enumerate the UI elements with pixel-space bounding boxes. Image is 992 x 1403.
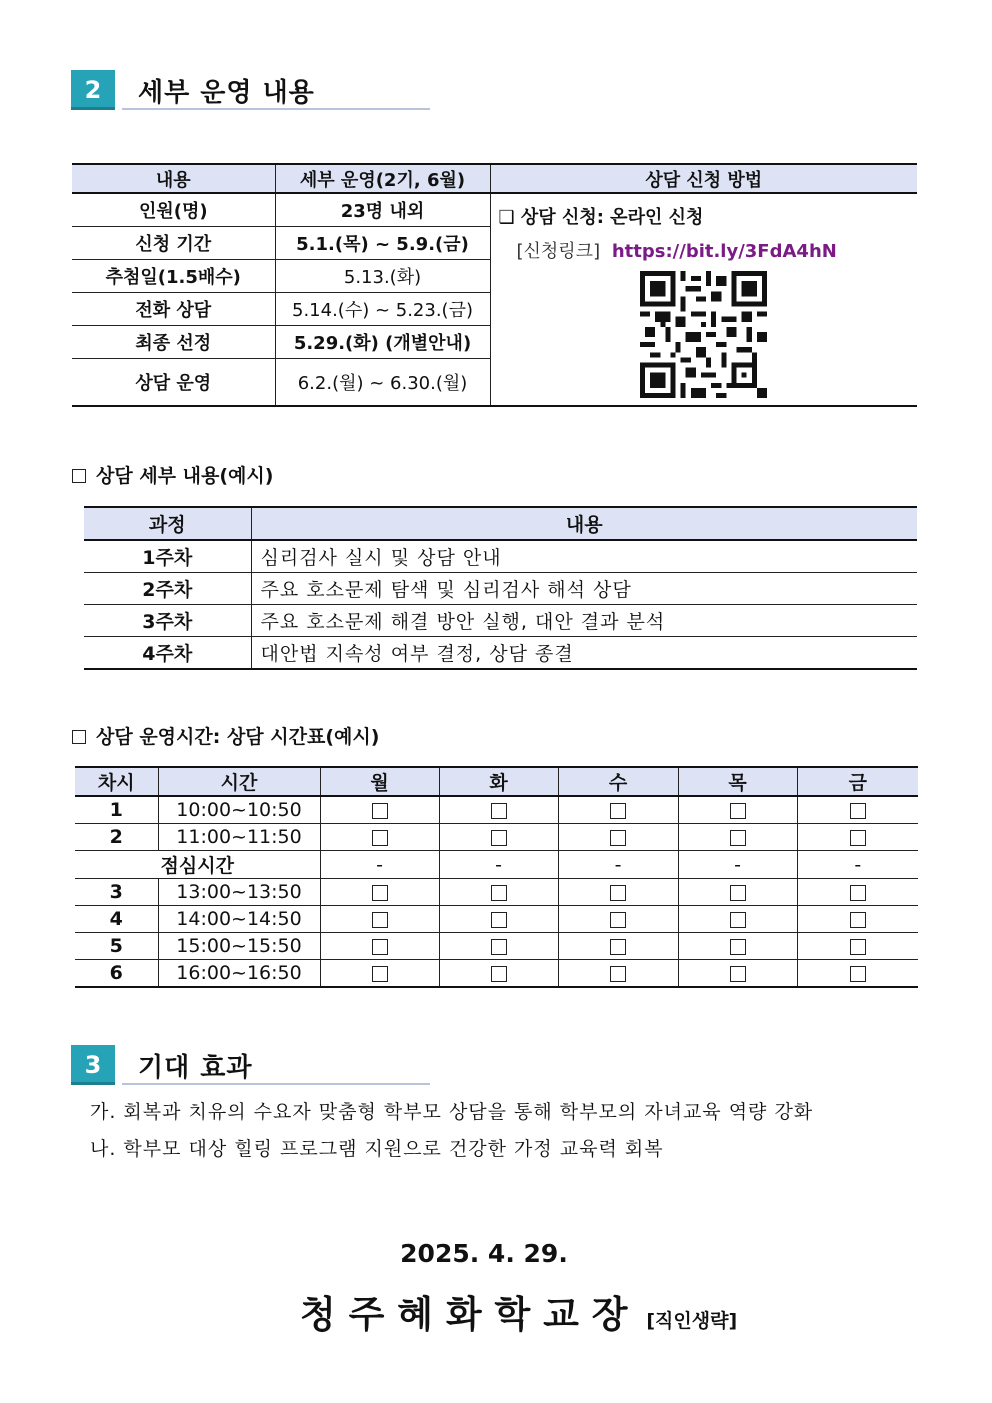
checkbox-icon[interactable] [372,830,388,846]
checkbox-icon[interactable] [610,885,626,901]
slot-cell[interactable] [439,960,558,988]
time-cell: 10:00~10:50 [158,796,320,824]
schedule-row [75,824,918,851]
slot-cell[interactable] [320,906,439,933]
apply-cell [490,193,917,406]
header-content: 내용 [72,164,275,193]
section-underline [122,1083,430,1085]
period-cell: 5 [75,933,158,960]
slot-cell[interactable] [439,824,558,851]
header-content: 내용 [251,507,917,540]
schedule-row [75,879,918,906]
section-underline [122,108,430,110]
slot-cell[interactable] [320,960,439,988]
section-number: 2 [71,70,115,110]
slot-cell[interactable] [797,906,918,933]
slot-cell[interactable] [678,960,797,988]
checkbox-icon[interactable] [372,939,388,955]
content-cell: 대안법 지속성 여부 결정, 상담 종결 [251,637,917,670]
row-label: 신청 기간 [72,226,275,259]
period-cell: 1 [75,796,158,824]
checkbox-icon[interactable] [850,830,866,846]
checkbox-icon[interactable] [730,912,746,928]
slot-cell[interactable] [558,879,678,906]
apply-title: ❑ 상담 신청: 온라인 신청 [498,207,704,228]
header-detail: 세부 운영(2기, 6월) [275,164,490,193]
detail-heading [72,461,273,488]
document-date: 2025. 4. 29. [400,1239,568,1268]
schedule-heading [72,722,379,749]
checkbox-icon[interactable] [610,939,626,955]
lunch-dash: - [558,851,678,879]
signature-block [300,1284,737,1338]
effect-item: 나. 학부모 대상 힐링 프로그램 지원으로 건강한 가정 교육력 회복 [90,1138,664,1160]
checkbox-icon[interactable] [372,803,388,819]
row-value: 5.13.(화) [275,259,490,292]
apply-link-label: [신청링크] [516,241,601,262]
slot-cell[interactable] [558,796,678,824]
schedule-title: 상담 운영시간: 상담 시간표(예시) [96,726,380,748]
content-cell: 주요 호소문제 해결 방안 실행, 대안 결과 분석 [251,605,917,637]
slot-cell[interactable] [439,879,558,906]
qr-code-icon[interactable] [640,271,767,398]
time-cell: 11:00~11:50 [158,824,320,851]
header-fri: 금 [797,767,918,796]
slot-cell[interactable] [320,933,439,960]
checkbox-icon[interactable] [850,803,866,819]
section-title: 기대 효과 [138,1053,253,1083]
header-course: 과정 [84,507,251,540]
slot-cell[interactable] [320,879,439,906]
lunch-dash: - [678,851,797,879]
checkbox-icon[interactable] [730,885,746,901]
checkbox-icon[interactable] [850,939,866,955]
row-value: 5.14.(수) ~ 5.23.(금) [275,292,490,325]
row-label: 인원(명) [72,193,275,226]
square-bullet-icon [72,469,86,483]
row-value: 23명 내외 [275,193,490,226]
time-cell: 14:00~14:50 [158,906,320,933]
header-period: 차시 [75,767,158,796]
header-wed: 수 [558,767,678,796]
schedule-row [75,933,918,960]
content-cell: 주요 호소문제 탐색 및 심리검사 해석 상담 [251,573,917,605]
slot-cell[interactable] [558,933,678,960]
checkbox-icon[interactable] [610,912,626,928]
checkbox-icon[interactable] [610,803,626,819]
header-time: 시간 [158,767,320,796]
checkbox-icon[interactable] [491,803,507,819]
content-cell: 심리검사 실시 및 상담 안내 [251,540,917,573]
slot-cell[interactable] [439,906,558,933]
checkbox-icon[interactable] [850,966,866,982]
seal-note: [직인생략] [646,1310,738,1332]
period-cell: 4 [75,906,158,933]
lunch-dash: - [320,851,439,879]
header-apply: 상담 신청 방법 [490,164,917,193]
header-tue: 화 [439,767,558,796]
lunch-dash: - [797,851,918,879]
checkbox-icon[interactable] [491,966,507,982]
slot-cell[interactable] [320,796,439,824]
slot-cell[interactable] [558,960,678,988]
checkbox-icon[interactable] [850,912,866,928]
row-label: 최종 선정 [72,325,275,358]
checkbox-icon[interactable] [850,885,866,901]
slot-cell[interactable] [678,933,797,960]
checkbox-icon[interactable] [730,939,746,955]
slot-cell[interactable] [797,879,918,906]
schedule-row [75,796,918,824]
section-number: 3 [71,1045,115,1085]
checkbox-icon[interactable] [730,966,746,982]
checkbox-icon[interactable] [610,966,626,982]
slot-cell[interactable] [439,796,558,824]
operation-table [72,163,917,407]
row-label: 추첨일(1.5배수) [72,259,275,292]
checkbox-icon[interactable] [372,966,388,982]
slot-cell[interactable] [558,824,678,851]
checkbox-icon[interactable] [372,885,388,901]
signer-name: 청 주 혜 화 학 교 장 [300,1293,628,1336]
lunch-row [75,851,918,879]
checkbox-icon[interactable] [491,830,507,846]
schedule-row [75,960,918,988]
slot-cell[interactable] [797,933,918,960]
time-cell: 15:00~15:50 [158,933,320,960]
schedule-row [75,906,918,933]
slot-cell[interactable] [797,796,918,824]
lunch-dash: - [439,851,558,879]
period-cell: 2 [75,824,158,851]
slot-cell[interactable] [678,879,797,906]
time-cell: 16:00~16:50 [158,960,320,988]
slot-cell[interactable] [320,824,439,851]
effect-item: 가. 회복과 치유의 수요자 맞춤형 학부모 상담을 통해 학부모의 자녀교육 역량 강화 [90,1101,814,1123]
checkbox-icon[interactable] [730,830,746,846]
row-label: 전화 상담 [72,292,275,325]
apply-link[interactable]: https://bit.ly/3FdA4hN [611,241,837,262]
week-cell: 3주차 [84,605,251,637]
detail-table [84,506,917,670]
checkbox-icon[interactable] [372,912,388,928]
slot-cell[interactable] [558,906,678,933]
checkbox-icon[interactable] [730,803,746,819]
slot-cell[interactable] [797,960,918,988]
slot-cell[interactable] [797,824,918,851]
checkbox-icon[interactable] [491,912,507,928]
row-value: 6.2.(월) ~ 6.30.(월) [275,358,490,406]
row-value: 5.1.(목) ~ 5.9.(금) [275,226,490,259]
checkbox-icon[interactable] [610,830,626,846]
slot-cell[interactable] [678,824,797,851]
square-bullet-icon [72,730,86,744]
period-cell: 3 [75,879,158,906]
detail-title: 상담 세부 내용(예시) [96,465,274,487]
header-mon: 월 [320,767,439,796]
checkbox-icon[interactable] [491,939,507,955]
week-cell: 4주차 [84,637,251,670]
period-cell: 6 [75,960,158,988]
schedule-table [75,766,918,988]
slot-cell[interactable] [678,906,797,933]
row-label: 상담 운영 [72,358,275,406]
lunch-label: 점심시간 [75,851,320,879]
slot-cell[interactable] [439,933,558,960]
week-cell: 1주차 [84,540,251,573]
section-title: 세부 운영 내용 [138,78,315,108]
time-cell: 13:00~13:50 [158,879,320,906]
row-value: 5.29.(화) (개별안내) [275,325,490,358]
header-thu: 목 [678,767,797,796]
slot-cell[interactable] [678,796,797,824]
checkbox-icon[interactable] [491,885,507,901]
week-cell: 2주차 [84,573,251,605]
